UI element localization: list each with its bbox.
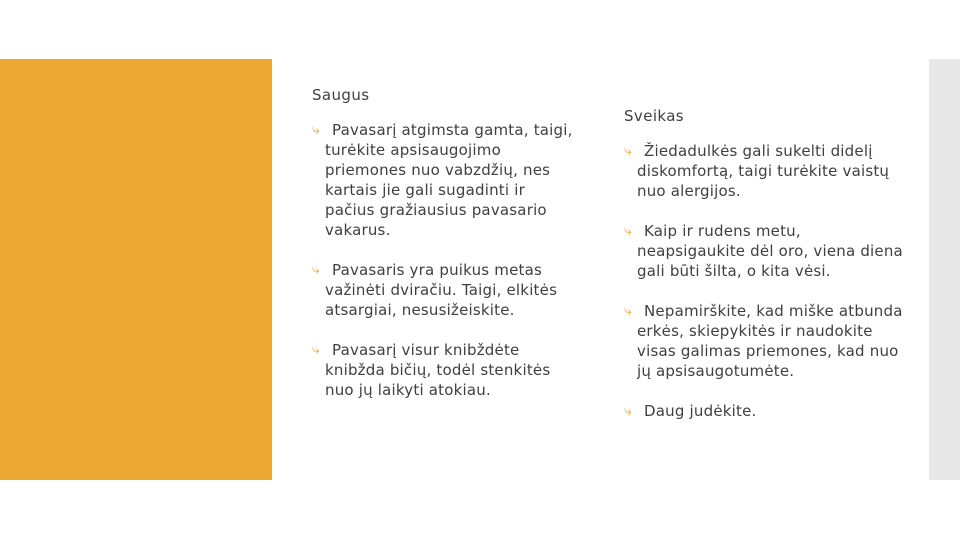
curved-arrow-bullet-icon: ⤷ [312, 342, 321, 358]
left-heading: Saugus [312, 86, 370, 104]
right-list [624, 141, 904, 441]
right-edge-strip [929, 59, 960, 480]
list-item-text: Kaip ir rudens metu, neapsigaukite dėl oro, viena diena gali būti šilta, o kita vėsi. [637, 222, 903, 280]
right-heading: Sveikas [624, 107, 685, 125]
list-item-text: Žiedadulkės gali sukelti didelį diskomfortą, taigi turėkite vaistų nuo alergijos. [637, 142, 890, 200]
list-item [624, 221, 904, 281]
list-item-text: Pavasarį visur knibždėte knibžda bičių, todėl stenkitės nuo jų laikyti atokiau. [325, 341, 551, 399]
list-item-text: Nepamirškite, kad miške atbunda erkės, skiepykitės ir naudokite visas galimas priemones, kad nuo jų apsisaugotumėte. [637, 302, 903, 380]
list-item [624, 301, 904, 381]
curved-arrow-bullet-icon: ⤷ [624, 403, 633, 419]
list-item-text: Pavasarį atgimsta gamta, taigi, turėkite apsisaugojimo priemones nuo vabzdžių, nes kartais jie gali sugadinti ir pačius gražiausius pavasario vakarus. [325, 121, 573, 239]
list-item-text: Pavasaris yra puikus metas važinėti dviračiu. Taigi, elkitės atsargiai, nesusižeiskite. [325, 261, 558, 319]
list-item [624, 401, 904, 421]
curved-arrow-bullet-icon: ⤷ [312, 262, 321, 278]
accent-block [0, 59, 272, 480]
curved-arrow-bullet-icon: ⤷ [312, 122, 321, 138]
list-item [624, 141, 904, 201]
curved-arrow-bullet-icon: ⤷ [624, 223, 633, 239]
list-item-text: Daug judėkite. [644, 402, 757, 420]
list-item [312, 120, 574, 240]
list-item [312, 340, 574, 400]
curved-arrow-bullet-icon: ⤷ [624, 303, 633, 319]
list-item [312, 260, 574, 320]
left-list [312, 120, 574, 420]
curved-arrow-bullet-icon: ⤷ [624, 143, 633, 159]
